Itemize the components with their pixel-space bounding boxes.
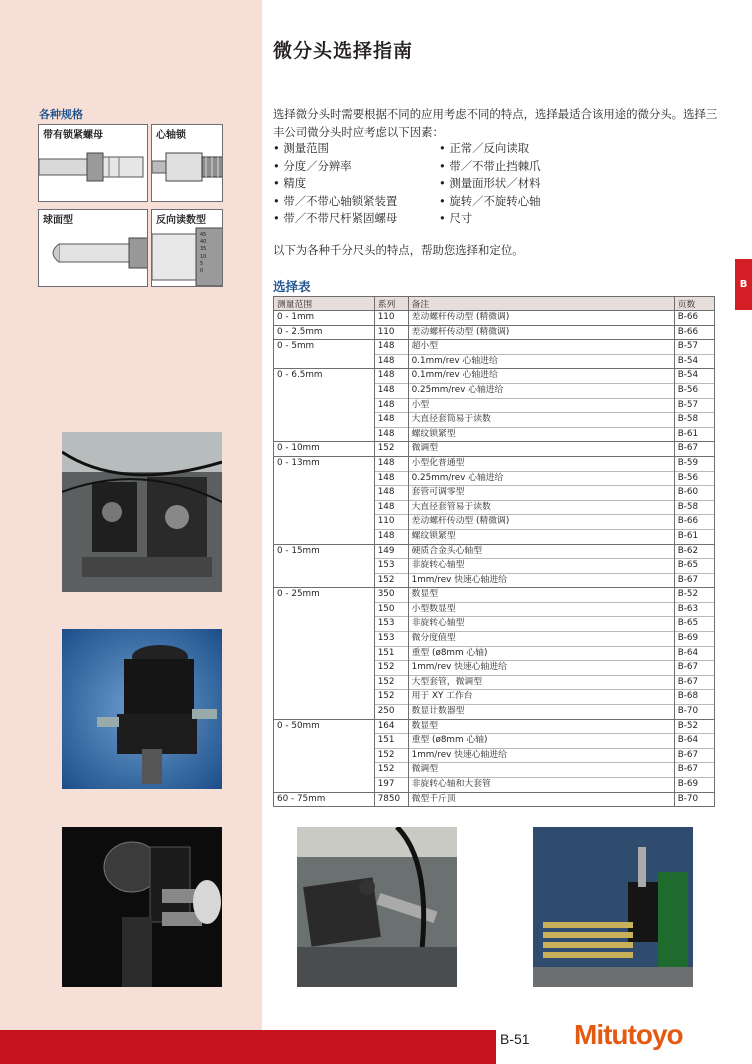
- cell-note: 非旋转心轴型: [408, 559, 674, 574]
- cell-note: 非旋转心轴型: [408, 617, 674, 632]
- table-row: [274, 719, 715, 734]
- cell-note: 用于 XY 工作台: [408, 690, 674, 705]
- cell-page: B-66: [674, 311, 714, 326]
- cell-series: 151: [374, 646, 408, 661]
- cell-note: 硬质合金头心轴型: [408, 544, 674, 559]
- scale-number: 10: [200, 254, 207, 260]
- table-row: [274, 369, 715, 384]
- cell-note: 差动螺杆传动型 (精微调): [408, 325, 674, 340]
- table-row: [274, 383, 715, 398]
- feature-item: • 带／不带心轴锁紧装置: [273, 193, 397, 211]
- cell-page: B-67: [674, 442, 714, 457]
- photo-xy-stage: [62, 629, 222, 789]
- cell-note: 微调型: [408, 763, 674, 778]
- cell-range: [274, 748, 375, 763]
- photo-mirror-mount: [62, 827, 222, 987]
- cell-series: 148: [374, 529, 408, 544]
- header-range: 测量范围: [274, 297, 375, 311]
- photo-inspection-machine: [297, 827, 457, 987]
- spindle-lock-drawing: [152, 139, 223, 201]
- cell-series: 110: [374, 311, 408, 326]
- table-row: [274, 486, 715, 501]
- table-row: [274, 340, 715, 355]
- cell-page: B-70: [674, 792, 714, 807]
- table-row: [274, 617, 715, 632]
- cell-page: B-61: [674, 427, 714, 442]
- cell-series: 152: [374, 442, 408, 457]
- cell-note: 螺纹锁紧型: [408, 427, 674, 442]
- feature-column-right: [439, 140, 540, 228]
- cell-page: B-67: [674, 763, 714, 778]
- cell-series: 153: [374, 632, 408, 647]
- feature-item: • 带／不带尺杆紧固螺母: [273, 210, 397, 228]
- spec-illustration-grid: [38, 124, 223, 287]
- cell-series: 7850: [374, 792, 408, 807]
- cell-note: 大直径套筒易于读数: [408, 413, 674, 428]
- footer-accent-bar: [0, 1030, 496, 1064]
- cell-range: [274, 354, 375, 369]
- table-row: [274, 427, 715, 442]
- cell-series: 152: [374, 675, 408, 690]
- cell-series: 152: [374, 573, 408, 588]
- cell-note: 重型 (ø8mm 心轴): [408, 734, 674, 749]
- cell-note: 1mm/rev 快速心轴进给: [408, 573, 674, 588]
- table-row: [274, 398, 715, 413]
- spec-label: 反向读数型: [156, 215, 206, 226]
- cell-note: 大型套管，微调型: [408, 675, 674, 690]
- intro-paragraph: 选择微分头时需要根据不同的应用考虑不同的特点，选择最适合该用途的微分头。选择三丰公司微分头时应考虑以下因素：: [273, 107, 718, 139]
- spec-label: 心轴锁: [156, 130, 186, 141]
- cell-range: 0 - 5mm: [274, 340, 375, 355]
- cell-series: 148: [374, 413, 408, 428]
- cell-page: B-57: [674, 398, 714, 413]
- cell-range: [274, 413, 375, 428]
- cell-series: 153: [374, 559, 408, 574]
- cell-page: B-60: [674, 486, 714, 501]
- cell-range: [274, 500, 375, 515]
- table-row: [274, 690, 715, 705]
- feature-item: • 测量面形状／材料: [439, 175, 540, 193]
- table-row: [274, 778, 715, 793]
- table-row: [274, 413, 715, 428]
- spec-reverse-reading: [151, 209, 223, 287]
- table-row: [274, 471, 715, 486]
- spherical-face-drawing: [39, 224, 148, 286]
- table-row: [274, 456, 715, 471]
- cell-page: B-54: [674, 354, 714, 369]
- table-body: [274, 311, 715, 807]
- cell-range: [274, 705, 375, 720]
- cell-page: B-68: [674, 690, 714, 705]
- cell-note: 0.1mm/rev 心轴进给: [408, 354, 674, 369]
- cell-series: 148: [374, 486, 408, 501]
- section-tab[interactable]: B: [735, 259, 752, 310]
- cell-page: B-57: [674, 340, 714, 355]
- selection-table: [273, 296, 715, 807]
- cell-range: 0 - 10mm: [274, 442, 375, 457]
- cell-page: B-66: [674, 515, 714, 530]
- feature-item: • 分度／分辨率: [273, 158, 397, 176]
- cell-page: B-70: [674, 705, 714, 720]
- cell-range: [274, 661, 375, 676]
- header-note: 备注: [408, 297, 674, 311]
- cell-page: B-59: [674, 456, 714, 471]
- table-row: [274, 588, 715, 603]
- feature-item: • 带／不带止挡棘爪: [439, 158, 540, 176]
- table-row: [274, 515, 715, 530]
- feature-item: • 正常／反向读取: [439, 140, 540, 158]
- table-row: [274, 500, 715, 515]
- cell-note: 0.1mm/rev 心轴进给: [408, 369, 674, 384]
- feature-item: • 精度: [273, 175, 397, 193]
- cell-range: 0 - 50mm: [274, 719, 375, 734]
- cell-note: 1mm/rev 快速心轴进给: [408, 748, 674, 763]
- scale-number: 45: [200, 232, 207, 238]
- cell-page: B-58: [674, 500, 714, 515]
- cell-range: [274, 427, 375, 442]
- feature-item: • 测量范围: [273, 140, 397, 158]
- cell-note: 小型: [408, 398, 674, 413]
- table-row: [274, 442, 715, 457]
- multi-micrometer-photo-illustration: [533, 827, 693, 987]
- table-row: [274, 559, 715, 574]
- scale-number: 0: [200, 268, 204, 274]
- cell-page: B-67: [674, 573, 714, 588]
- cell-series: 148: [374, 398, 408, 413]
- scale-number: 5: [200, 261, 204, 267]
- cell-note: 1mm/rev 快速心轴进给: [408, 661, 674, 676]
- cell-page: B-66: [674, 325, 714, 340]
- cell-note: 重型 (ø8mm 心轴): [408, 646, 674, 661]
- cell-range: [274, 398, 375, 413]
- photo-stage-assembly: [62, 432, 222, 592]
- cell-note: 微型千斤顶: [408, 792, 674, 807]
- table-row: [274, 354, 715, 369]
- cell-series: 110: [374, 515, 408, 530]
- header-series: 系列: [374, 297, 408, 311]
- machine-photo-illustration: [62, 432, 222, 592]
- cell-note: 微分度值型: [408, 632, 674, 647]
- table-row: [274, 705, 715, 720]
- cell-page: B-64: [674, 734, 714, 749]
- cell-series: 152: [374, 661, 408, 676]
- cell-note: 数显计数器型: [408, 705, 674, 720]
- cell-series: 164: [374, 719, 408, 734]
- cell-range: [274, 646, 375, 661]
- cell-range: [274, 529, 375, 544]
- cell-note: 小型化普通型: [408, 456, 674, 471]
- table-row: [274, 646, 715, 661]
- cell-note: 0.25mm/rev 心轴进给: [408, 383, 674, 398]
- cell-range: [274, 763, 375, 778]
- cell-range: [274, 383, 375, 398]
- spec-label: 球面型: [43, 215, 73, 226]
- cell-series: 148: [374, 471, 408, 486]
- cell-range: [274, 471, 375, 486]
- cell-range: 0 - 13mm: [274, 456, 375, 471]
- cell-range: [274, 486, 375, 501]
- cell-series: 110: [374, 325, 408, 340]
- feature-item: • 尺寸: [439, 210, 540, 228]
- cell-series: 148: [374, 500, 408, 515]
- cell-page: B-62: [674, 544, 714, 559]
- table-row: [274, 573, 715, 588]
- outro-paragraph: 以下为各种千分尺头的特点，帮助您选择和定位。: [273, 243, 524, 257]
- table-row: [274, 602, 715, 617]
- inspection-machine-photo-illustration: [297, 827, 457, 987]
- cell-series: 149: [374, 544, 408, 559]
- cell-page: B-56: [674, 471, 714, 486]
- cell-series: 148: [374, 340, 408, 355]
- feature-item: • 旋转／不旋转心轴: [439, 193, 540, 211]
- cell-page: B-69: [674, 632, 714, 647]
- cell-note: 差动螺杆传动型 (精微调): [408, 311, 674, 326]
- cell-series: 152: [374, 690, 408, 705]
- cell-series: 250: [374, 705, 408, 720]
- cell-range: [274, 515, 375, 530]
- cell-series: 148: [374, 427, 408, 442]
- table-title: 选择表: [273, 279, 311, 294]
- cell-range: [274, 734, 375, 749]
- cell-range: [274, 675, 375, 690]
- cell-series: 148: [374, 369, 408, 384]
- spec-spherical: [38, 209, 148, 287]
- cell-series: 153: [374, 617, 408, 632]
- cell-range: 60 - 75mm: [274, 792, 375, 807]
- cell-page: B-64: [674, 646, 714, 661]
- cell-range: 0 - 15mm: [274, 544, 375, 559]
- table-row: [274, 544, 715, 559]
- mitutoyo-logo: Mitutoyo: [574, 1019, 683, 1050]
- scale-number: 40: [200, 239, 207, 245]
- cell-note: 套管可调零型: [408, 486, 674, 501]
- table-row: [274, 311, 715, 326]
- spec-spindle-lock: [151, 124, 223, 202]
- photo-multi-micrometer-rig: [533, 827, 693, 987]
- cell-range: 0 - 1mm: [274, 311, 375, 326]
- cell-note: 大直径套管易于读数: [408, 500, 674, 515]
- cell-page: B-52: [674, 719, 714, 734]
- cell-page: B-52: [674, 588, 714, 603]
- cell-series: 152: [374, 748, 408, 763]
- page-title: 微分头选择指南: [273, 40, 414, 62]
- table-row: [274, 661, 715, 676]
- cell-range: [274, 559, 375, 574]
- cell-page: B-69: [674, 778, 714, 793]
- cell-range: [274, 632, 375, 647]
- cell-note: 小型数显型: [408, 602, 674, 617]
- table-row: [274, 632, 715, 647]
- cell-page: B-61: [674, 529, 714, 544]
- reverse-scale-drawing: [152, 224, 223, 286]
- table-row: [274, 792, 715, 807]
- table-row: [274, 675, 715, 690]
- cell-series: 152: [374, 763, 408, 778]
- cell-note: 差动螺杆传动型 (精微调): [408, 515, 674, 530]
- cell-series: 148: [374, 456, 408, 471]
- cell-page: B-54: [674, 369, 714, 384]
- table-row: [274, 734, 715, 749]
- table-row: [274, 748, 715, 763]
- scale-number: 35: [200, 246, 207, 252]
- cell-note: 0.25mm/rev 心轴进给: [408, 471, 674, 486]
- cell-series: 151: [374, 734, 408, 749]
- cell-page: B-67: [674, 675, 714, 690]
- mirror-mount-photo-illustration: [62, 827, 222, 987]
- cell-note: 超小型: [408, 340, 674, 355]
- cell-note: 微调型: [408, 442, 674, 457]
- cell-page: B-63: [674, 602, 714, 617]
- cell-range: [274, 690, 375, 705]
- spec-heading: 各种规格: [39, 108, 83, 121]
- cell-range: [274, 602, 375, 617]
- cell-range: [274, 573, 375, 588]
- spec-label: 带有锁紧螺母: [43, 130, 103, 141]
- cell-range: 0 - 6.5mm: [274, 369, 375, 384]
- cell-note: 数显型: [408, 719, 674, 734]
- cell-note: 非旋转心轴和大套管: [408, 778, 674, 793]
- cell-series: 148: [374, 354, 408, 369]
- xy-stage-photo-illustration: [62, 629, 222, 789]
- cell-page: B-67: [674, 661, 714, 676]
- header-page: 页数: [674, 297, 714, 311]
- cell-series: 350: [374, 588, 408, 603]
- cell-page: B-65: [674, 559, 714, 574]
- spec-lock-nut: [38, 124, 148, 202]
- table-row: [274, 325, 715, 340]
- cell-series: 197: [374, 778, 408, 793]
- feature-column-left: [273, 140, 397, 228]
- cell-note: 数显型: [408, 588, 674, 603]
- cell-range: 0 - 2.5mm: [274, 325, 375, 340]
- cell-range: [274, 617, 375, 632]
- cell-page: B-56: [674, 383, 714, 398]
- cell-page: B-65: [674, 617, 714, 632]
- cell-page: B-67: [674, 748, 714, 763]
- cell-series: 148: [374, 383, 408, 398]
- cell-page: B-58: [674, 413, 714, 428]
- cell-series: 150: [374, 602, 408, 617]
- table-row: [274, 763, 715, 778]
- cell-note: 螺纹锁紧型: [408, 529, 674, 544]
- table-header-row: [274, 297, 715, 311]
- table-row: [274, 529, 715, 544]
- cell-range: [274, 778, 375, 793]
- page-number: B-51: [500, 1031, 530, 1047]
- cell-range: 0 - 25mm: [274, 588, 375, 603]
- micrometer-lock-nut-drawing: [39, 139, 148, 201]
